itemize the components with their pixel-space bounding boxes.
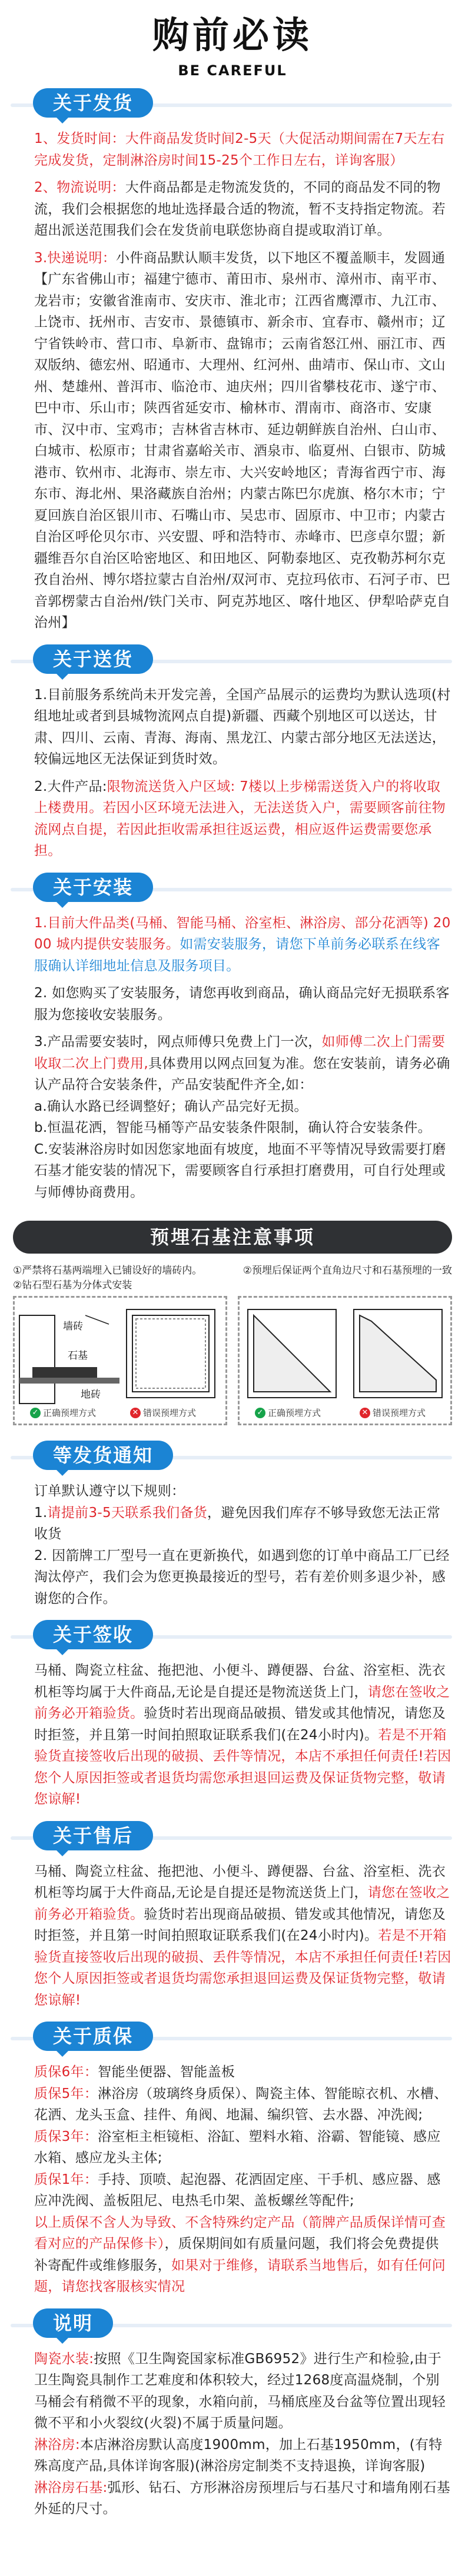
install-section [34,873,452,1204]
notes-shower [34,2434,452,2477]
warranty-label-4: 质保1年： [34,2171,98,2187]
notes-header [34,2308,452,2343]
section-title: 关于售后 [33,1821,153,1850]
install-text-2: 2. 如您购买了安装服务，请您再收到商品，确认商品完好无损联系客服为您接收安装服务。 [34,985,450,1023]
diagram-note-1: ①严禁将石基两端埋入已铺设好的墙砖内。 [13,1265,202,1277]
notes-label-2: 淋浴房: [34,2437,80,2453]
sign-header [34,1620,452,1654]
sign-section [34,1620,452,1810]
notes-body-2: 本店淋浴房默认高度1900mm，加上石基1950mm，(有特殊高度产品,具体详询客服)(淋浴房定制类不支持退换，详询客服) [34,2437,443,2474]
install-text-c: C.安装淋浴房时如因您家地面有坡度，地面不平等情况导致需要打磨石基才能安装的情况下，需要顾客自行承担打磨费用，可自行处理或与师傅协商费用。 [34,1141,446,1200]
sign-red-2: 若是不开箱验货直接签收后出现的破损、丢件等情况，本店不承担任何责任!若因您个人原因拒签或者退货均需您承担退回运费及保证货物完整，敬请您谅解! [34,1727,451,1807]
correct-badge [255,1406,321,1419]
diagram-note-3: ②预埋后保证两个直角边尺寸和石基预埋的一致 [243,1265,452,1277]
warranty-note-c: 如果对于维修，请联系当地售后， [171,2257,377,2273]
restock-header [34,1441,452,1475]
aftersale-red-1: 请您在签收之前务必开箱验货。 [34,1885,450,1922]
install-visit-fee: 如师傅二次上门需要收取二次上门费用, [34,1034,446,1071]
sign-red-1: 请您在签收之前务必开箱验货。 [34,1684,450,1721]
warranty-label-1: 质保6年： [34,2064,98,2080]
warranty-label-3: 质保3年： [34,2129,98,2144]
delivery-section [34,644,452,862]
warranty-line-3 [34,2126,452,2169]
notes-body-3: 弧形、钻石、方形淋浴房预埋后与石基尺寸和墙角刚石基外延的尺寸。 [34,2480,451,2517]
section-title: 关于送货 [33,644,153,674]
label-wall: 墙砖 [63,1321,83,1332]
section-title: 关于签收 [33,1620,153,1649]
warranty-note-d: 如有任何问题，请您找客服核实情况 [34,2257,446,2294]
aftersale-text [34,1861,452,2012]
install-contact: 如需安装服务，请您下单前务必联系在线客服确认详细地址信息及服务项目。 [34,937,440,974]
install-text-1 [34,913,452,977]
section-title: 等发货通知 [33,1441,173,1470]
section-title: 关于安装 [33,873,153,902]
diagram-right-panel [238,1296,452,1425]
warranty-line-2 [34,2083,452,2126]
stone-base-diagram-left [15,1298,225,1424]
wrong-label: 错误预埋方式 [143,1408,197,1418]
wrong-badge [360,1406,426,1419]
shipping-express-text [34,248,452,634]
aftersale-header [34,1821,452,1855]
notes-label-3: 淋浴房石基: [34,2480,108,2495]
install-text-a: a.确认水路已经调整好；确认产品完好无损。 [34,1098,308,1114]
restock-intro: 订单默认遵守以下规则： [34,1484,185,1499]
sign-b: 验货时若出现商品破损、错发或其他情况，请您及时拒签，并且第一时间拍照取证联系我们(在24小时内)。 [34,1706,446,1743]
warranty-note-b: ，质保期间如有质量问题，我们将会免费提供补寄配件或维修服务， [34,2236,439,2273]
shipping-time-text: 1、发货时间：大件商品发货时间2-5天（大促活动期间需在7天左右完成发货，定制淋浴房时间15-25个工作日左右，详询客服） [34,131,445,168]
diagram-row [13,1296,452,1425]
correct-badge [30,1406,96,1419]
warranty-items-2: 淋浴房（玻璃终身质保）、陶瓷主体、智能晾衣机、水槽、花洒、龙头玉盒、挂件、角阀、地漏、编织管、去水器、冲洗阀; [34,2086,448,2123]
shipping-section [34,88,452,634]
delivery-text-1: 1.目前服务系统尚未开发完善，全国产品展示的运费均为默认选项(村组地址或者到县城物流网点自提)新疆、西藏个别地区可以送达，甘肃、四川、云南、青海、海南、黑龙江、内蒙古部分地区无法送达，较偏远地区无法保证到货时效。 [34,687,451,767]
aftersale-b: 验货时若出现商品破损、错发或其他情况，请您及时拒签，并且第一时间拍照取证联系我们(在24小时内)。 [34,1906,446,1943]
label-floor: 地砖 [81,1389,101,1401]
shipping-logistics-text [34,177,452,242]
notes-label-1: 陶瓷水装: [34,2351,94,2367]
cross-icon: ✕ [130,1408,141,1418]
warranty-section [34,2022,452,2298]
notes-stone [34,2477,452,2520]
restock-text-1 [34,1502,452,1545]
section-title: 说明 [33,2308,113,2338]
logistics-label: 2、物流说明： [34,180,125,195]
install-text-b: b.恒温花洒，智能马桶等产品安装条件限制，确认符合安装条件。 [34,1120,431,1135]
express-body: 小件商品默认顺丰发货，以下地区不覆盖顺丰，发圆通【广东省佛山市；福建宁德市、莆田市、泉州市、漳州市、南平市、龙岩市；安徽省淮南市、安庆市、淮北市；江西省鹰潭市、九江市、上饶市、抚州市、吉安市、景德镇市、新余市、宜春市、赣州市；辽宁省铁岭市、营口市、阜新市、盘锦市；云南省怒江州、丽江市、西双版纳、德宏州、昭通市、大理州、红河州、曲靖市、保山市、文山州、楚雄州、普洱市、临沧市、迪庆州；四川省攀枝花市、遂宁市、巴中市、乐山市；陕西省延安市、榆林市、渭南市、商洛市、安康市、汉中市、宝鸡市；吉林省吉林市、延边朝鲜族自治州、白山市、白城市、松原市；甘肃省嘉峪关市、酒泉市、临夏州、白银市、防城港市、钦州市、北海市、崇左市、大兴安岭地区；青海省西宁市、海东市、海北州、果洛藏族自治州；内蒙古陈巴尔虎旗、格尔木市；宁夏回族自治区银川市、石嘴山市、吴忠市、固原市、中卫市；内蒙古自治区呼伦贝尔市、兴安盟、呼和浩特市、赤峰市、巴彦卓尔盟；新疆维吾尔自治区哈密地区、和田地区、阿勒泰地区、克孜勒苏柯尔克孜自治州、博尔塔拉蒙古自治州/双河市、克拉玛依市、石河子市、巴音郭楞蒙古自治州/铁门关市、阿克苏地区、喀什地区、伊犁哈萨克自治州】 [34,250,451,630]
diagram-left-panel [13,1296,227,1425]
warranty-items-1: 智能坐便器、智能盖板 [98,2064,235,2080]
restock-section [34,1441,452,1609]
warranty-note [34,2212,452,2298]
delivery-large-label: 2.大件产品: [34,779,107,794]
delivery-large-body: 限物流送货入户区域: 7楼以上步梯需送货入户的将收取上楼费用。若因小区环境无法进入，无法送货入户，需要顾客前往物流网点自提，若因此拒收需承担往返运费，相应返件运费需要您承担。 [34,779,446,858]
shipping-header [34,88,452,122]
diagram-notes-left [13,1262,202,1291]
install-scope: 1.目前大件品类(马桶、智能马桶、浴室柜、淋浴房、部分花洒等) 2000 城内提供安装服务。 [34,915,451,952]
page-title: 购前必读 [152,14,313,56]
warranty-items-3: 浴室柜主柜镜柜、浴缸、塑料水箱、浴霸、智能镜、感应水箱、感应龙头主体; [34,2129,441,2166]
wrong-label: 错误预埋方式 [373,1408,426,1418]
cross-icon: ✕ [360,1408,370,1418]
warranty-line-1 [34,2062,452,2083]
express-label: 3.快递说明： [34,250,117,266]
check-icon: ✓ [30,1408,41,1418]
warranty-note-a: 以上质保不含人为导致、不含特殊约定产品（箭牌产品质保详情可查看对应的产品保修卡） [34,2214,446,2251]
notes-ceramic [34,2348,452,2434]
section-title: 关于发货 [33,88,153,118]
aftersale-red-2: 若是不开箱验货直接签收后出现的破损、丢件等情况，本店不承担任何责任!若因您个人原因拒签或者退货均需您承担退回运费及保证货物完整，敬请您谅解! [34,1928,451,2008]
delivery-text-2 [34,776,452,862]
stone-base-diagram-right [240,1298,450,1424]
warranty-label-2: 质保5年： [34,2086,98,2101]
warranty-items-4: 手持、顶喷、起泡器、花洒固定座、干手机、感应器、感应冲洗阀、盖板阻尼、电热毛巾架、盖板螺丝等配件; [34,2171,441,2209]
label-stone: 石基 [68,1350,88,1362]
install-visit-b: 具体费用以网点回复为准。您在安装前，请务必确认产品符合安装条件，产品安装配件齐全,如： [34,1055,450,1092]
warranty-header [34,2022,452,2056]
notes-section [34,2308,452,2520]
warranty-line-4 [34,2169,452,2212]
install-text-3 [34,1031,452,1096]
aftersale-section [34,1821,452,2012]
delivery-header [34,644,452,679]
diagram-note-2: ②钻石型石基为分体式安装 [13,1279,132,1291]
install-header [34,873,452,907]
restock-reason: ，避免因我们库存不够导致您无法正常收货 [34,1505,441,1542]
sign-text [34,1660,452,1810]
sign-a: 马桶、陶瓷立柱盆、拖把池、小便斗、蹲便器、台盆、浴室柜、洗衣机柜等均属于大件商品,无论是自提还是物流送货上门， [34,1663,446,1700]
diagram-notes-right [243,1262,452,1291]
restock-advance: 请提前3-5天联系我们备货 [47,1505,208,1521]
check-icon: ✓ [255,1408,265,1418]
install-visit-a: 3.产品需要安装时，网点师傅只免费上门一次， [34,1034,322,1050]
correct-label: 正确预埋方式 [268,1408,321,1418]
aftersale-a: 马桶、陶瓷立柱盆、拖把池、小便斗、蹲便器、台盆、浴室柜、洗衣机柜等均属于大件商品,无论是自提还是物流送货上门， [34,1863,446,1900]
page-subtitle: BE CAREFUL [178,62,287,79]
diagram-notes [13,1262,452,1291]
correct-label: 正确预埋方式 [43,1408,97,1418]
restock-num: 1. [34,1505,48,1521]
logistics-body: 大件商品都是走物流发货的，不同的商品发不同的物流，我们会根据您的地址选择最合适的物流，暂不支持指定物流。若超出派送范围我们会在发货前电联您协商自提或取消订单。 [34,180,446,238]
restock-text-2: 2. 因箭牌工厂型号一直在更新换代，如遇到您的订单中商品工厂已经淘汰停产，我们会为您更换最接近的型号，若有差价则多退少补，感谢您的合作。 [34,1548,450,1606]
diagram-title: 预埋石基注意事项 [13,1221,452,1254]
section-title: 关于质保 [33,2022,153,2051]
wrong-badge [130,1406,196,1419]
page-header [0,0,465,88]
notes-body-1: 按照《卫生陶瓷国家标准GB6952》进行生产和检验,由于卫生陶瓷具制作工艺难度和体积较大，经过1268度高温烧制，个别马桶会有稍微不平的现象，水箱向前，马桶底座及台盆等位置出现轻微不平和小火裂纹(火裂)不属于质量问题。 [34,2351,446,2431]
